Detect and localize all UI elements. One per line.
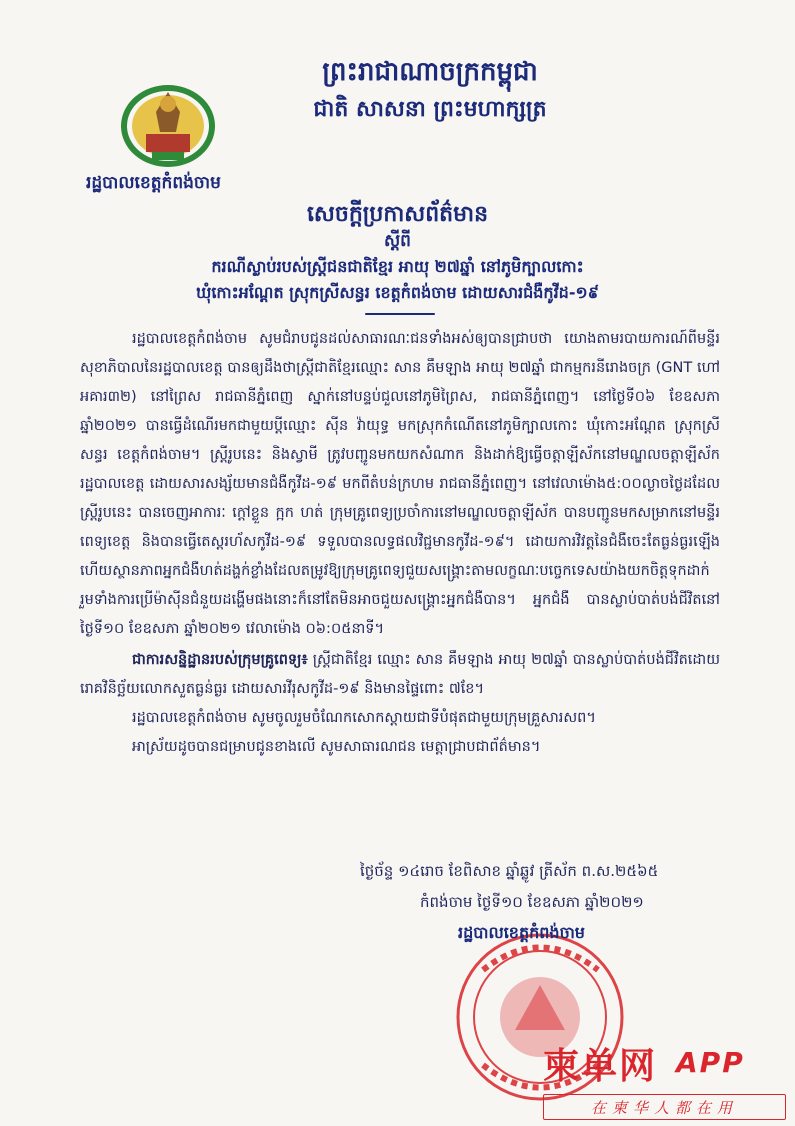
body-paragraph-4: អាស្រ័យដូចបានជម្រាបជូនខាងលើ សូមសាធារណជន មេត្តាជ្រាបជាព័ត៌មាន។ <box>132 739 541 755</box>
provincial-emblem-icon <box>118 82 218 168</box>
lunar-date: ថ្ងៃច័ន្ទ ១៤រោច ខែពិសាខ ឆ្នាំឆ្លូវ ត្រីស័ក ព.ស.២៥៦៥ <box>360 862 659 880</box>
place-and-date: កំពង់ចាម ថ្ងៃទី១០ ខែឧសភា ឆ្នាំ២០២១ <box>420 893 644 911</box>
signing-authority: រដ្ឋបាលខេត្តកំពង់ចាម <box>458 923 585 942</box>
national-motto: ជាតិ សាសនា ព្រះមហាក្សត្រ <box>313 96 547 122</box>
province-admin-label: រដ្ឋបាលខេត្តកំពង់ចាម <box>86 173 221 193</box>
kingdom-heading: ព្រះរាជាណាចក្រកម្ពុជា <box>322 57 538 87</box>
title-divider <box>365 313 435 315</box>
watermark-tagline: 在柬华人都在用 <box>543 1094 786 1120</box>
document-body <box>80 325 720 762</box>
body-paragraph-1: រដ្ឋបាលខេត្តកំពង់ចាម សូមជំរាបជូនដល់សាធារណៈជនទាំងអស់ឲ្យបានជ្រាបថា យោងតាមរបាយការណ៍ពីមន្ទីរសុខាភិបាលនៃរដ្ឋបាលខេត្ត បានឲ្យដឹងថាស្ត្រីជាតិខ្មែរឈ្មោះ សាន គឹមឡាង អាយុ ២៧ឆ្នាំ ជាកម្មករនីរោងចក្រ (GNT ហៅអគារ៣២) នៅព្រៃស រាជធានីភ្នំពេញ ស្នាក់នៅបន្ទប់ជួលនៅភូមិព្រៃស, រាជធានីភ្នំពេញ។ នៅថ្ងៃទី០៦ ខែឧសភា ឆ្នាំ២០២១ បានធ្វើដំណើរមកជាមួយប្តីឈ្មោះ ស៊ីន វ៉ាយុទ្ធ មកស្រុកកំណើតនៅភូមិក្បាលកោះ ឃុំកោះអណ្តែត ស្រុកស្រីសន្ធរ ខេត្តកំពង់ចាម។ ស្ត្រីរូបនេះ និងស្វាមី ត្រូវបញ្ជូនមកយកសំណាក និងដាក់ឱ្យធ្វើចត្តាឡីស័កនៅមណ្ឌលចត្តាឡីស័ករដ្ឋបាលខេត្ត ដោយសារសង្ស័យមានជំងឺកូវីដ-១៩ មកពីតំបន់ក្រហម រាជធានីភ្នំពេញ។ នៅវេលាម៉ោង៥:០០ល្ងាចថ្ងៃដដែល ស្ត្រីរូបនេះ បានចេញអាការៈ ក្តៅខ្លួន ក្អក ហត់ ក្រុមគ្រូពេទ្យប្រចាំការនៅមណ្ឌលចត្តាឡីស័ក បានបញ្ជូនមកសម្រាកនៅមន្ទីរពេទ្យខេត្ត និងបានធ្វើតេស្តរហ័សកូវីដ-១៩ ទទួលបានលទ្ធផលវិជ្ជមានកូវីដ-១៩។ ដោយការវិវត្តនៃជំងឺចេះតែធ្ងន់ធ្ងរឡើង ហើយស្ថានភាពអ្នកជំងឺហត់ដង្ហក់ខ្លាំងដែលតម្រូវឱ្យក្រុមគ្រូពេទ្យជួយសង្គ្រោះតាមលក្ខណៈបច្ចេកទេសយ៉ាងយកចិត្តទុកដាក់ រួមទាំងការប្រើម៉ាស៊ីនជំនួយដង្ហើមផងនោះក៏នៅតែមិនអាចជួយសង្គ្រោះអ្នកជំងឺបាន។ អ្នកជំងឺ បានស្លាប់បាត់បង់ជីវិតនៅថ្ងៃទី១០ ខែឧសភា ឆ្នាំ២០២១ វេលាម៉ោង ០៦:០៥នាទី។ <box>80 331 720 637</box>
document-title: សេចក្តីប្រកាសព័ត៌មាន <box>306 201 489 227</box>
conclusion-label: ជាការសន្និដ្ឋានរបស់ក្រុមគ្រូពេទ្យ៖ <box>132 652 308 668</box>
document-subject-line-1: ករណីស្លាប់របស់ស្ត្រីជនជាតិខ្មែរ អាយុ ២៧ឆ្នាំ នៅភូមិក្បាលកោះ <box>211 257 584 276</box>
watermark-app-label: APP <box>676 1046 745 1079</box>
document-subject-line-2: ឃុំកោះអណ្តែត ស្រុកស្រីសន្ធរ ខេត្តកំពង់ចាម ដោយសារជំងឺកូវីដ-១៩ <box>196 283 599 302</box>
body-paragraph-2 <box>80 646 720 704</box>
body-paragraph-3: រដ្ឋបាលខេត្តកំពង់ចាម សូមចូលរួមចំណែកសោកស្តាយជាទីបំផុតជាមួយក្រុមគ្រួសារសព។ <box>132 710 596 726</box>
document-about-label: ស្តីពី <box>384 231 411 251</box>
conclusion-text: ស្ត្រីជាតិខ្មែរ ឈ្មោះ សាន គឹមឡាង អាយុ ២៧ឆ្នាំ បានស្លាប់បាត់បង់ជីវិតដោយរោគវិនិច្ឆ័យលោកសួតធ្ងន់ធ្ងរ ដោយសារវីរុសកូវីដ-១៩ និងមានផ្ទៃពោះ ៧ខែ។ <box>80 652 720 697</box>
watermark-brand: 柬单网 <box>543 1046 658 1087</box>
